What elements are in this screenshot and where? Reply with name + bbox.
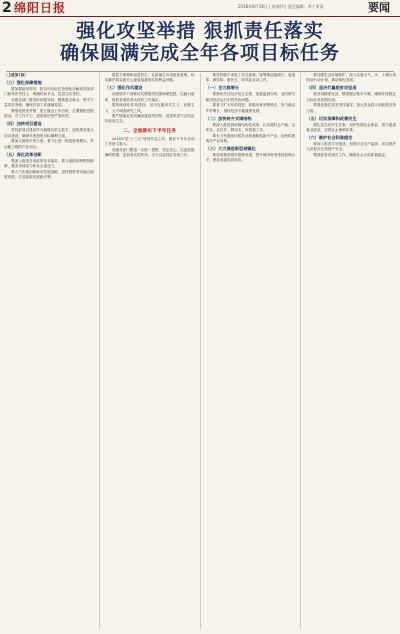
section-subhead: （四）坚决打赢脱贫攻坚战 [306,85,357,91]
article-paragraph: 要深入推进供给侧结构性改革，扎实做好去产能、去库存、去杠杆、降成本、补短板工作。 [205,122,296,132]
article-column-3 [206,73,296,629]
article-paragraph: 要严格落实党风廉政建设责任制，营造风清气正的良好政治生态。 [104,114,195,124]
article-paragraph: 要密切关注经济运行态势，加强监测分析，及时研究解决经济运行中的突出问题。 [205,92,296,102]
article-columns [4,73,396,629]
section-subhead: （三）大力推进新型城镇化 [205,146,256,152]
section-subhead: （六）维护社会和谐稳定 [306,135,353,141]
article-paragraph: 要坚持稳中求进工作总基调，统筹推进稳增长、促改革、调结构、惠民生、防风险各项工作。 [205,73,296,83]
article-paragraph: 要深入推进平安建设，加强安全生产监管，切实维护人民群众生命财产安全。 [306,142,396,152]
article-paragraph: 坚持把项目建设作为稳增长的主抓手，加快推进重大项目建设，确保年度投资目标顺利完成。 [4,128,94,138]
article-paragraph: 要强化脱贫攻坚责任落实，加大资金投入和政策支持力度。 [306,103,396,113]
article-column-1 [4,73,94,629]
article-paragraph: 要加快推进城乡统筹发展，提升城市规划建设管理水平，建设美丽宜居城市。 [205,153,296,163]
article-paragraph: 要扎实办好民生实事，加快发展社会事业，着力促进就业创业，完善社会保障体系。 [306,122,396,132]
section-subhead: （二）加快转方式调结构 [205,115,252,121]
article-paragraph: 各级领导干部要切实增强责任感和紧迫感，以踏石留印、抓铁有痕的劲头抓好工作落实。 [104,92,195,102]
article-column-2 [105,73,195,629]
article-paragraph: 要大力发展现代服务业和战略性新兴产业，加快构建现代产业体系。 [205,133,296,143]
article-byline: （上接第1版） [4,73,29,77]
article-paragraph: 各级各部门要坚持问题导向，聚焦重点难点，集中力量攻坚突破，确保各项工作落地见效。 [4,98,94,108]
section-subhead: （七）强化作风建设 [104,85,143,91]
headline-divider [6,71,394,72]
article-column-4 [306,73,396,629]
article-paragraph: 2016年是"十三五"规划开局之年，做好下半年各项工作意义重大。 [104,136,195,146]
section-subhead: （四）加快项目建设 [4,121,42,127]
article-paragraph: 要着力保障和改善民生，认真落实各项惠民政策，切实解决群众最关心最直接最现实的利益问题。 [104,73,195,83]
page-number: 2 [2,0,12,16]
column-divider [200,73,201,629]
section-heading: 二、全面做实下半年任务 [123,128,177,134]
headline-line-2: 确保圆满完成全年各项目标任务 [59,42,340,64]
headline-line-1: 强化攻坚举措 狠抓责任落实 [76,20,324,42]
masthead [0,0,400,17]
newspaper-name: 绵阳日报 [14,1,67,15]
section-subhead: （五）深化改革创新 [4,151,42,157]
article-paragraph: 各级各部门要进一步统一思想、坚定信心，以更加饱满的热情、更加务实的作风，全力以赴抓好各项工作。 [104,147,195,157]
section-tag: 要闻 [358,0,400,16]
article-paragraph: 要抓好防汛减灾工作，确保社会大局和谐稳定。 [313,153,389,158]
article-paragraph: 要加强生态环境保护，深入实施大气、水、土壤污染防治行动计划，推动绿色发展。 [306,73,396,83]
article-paragraph: 要强化督查考核，建立健全工作台账，定期通报进展情况，对工作不力、进度滞后的严肃问责。 [4,109,94,119]
headline-block [0,20,400,70]
date-line: 2016年8月18日 | 星期四 | 责任编辑：李 | 审读 [238,4,324,9]
section-subhead: （一）全力稳增长 [205,85,240,91]
article-paragraph: 要坚持精准扶贫、精准脱贫基本方略，确保年度脱贫目标任务如期完成。 [306,92,396,102]
article-paragraph: 要深入推进各项改革任务落实，着力破除体制机制障碍，激发市场活力和社会创造力。 [4,158,94,168]
column-divider [99,73,100,629]
article-paragraph: 要加大招商引资力度，着力引进一批投资规模大、带动能力强的产业项目。 [4,139,94,149]
article-paragraph: 要大力实施创新驱动发展战略，加快推进军民融合深度发展，打造创新发展新引擎。 [4,169,94,179]
article-paragraph: 要持续深化作风建设，坚决克服形式主义、官僚主义，大兴调查研究之风。 [104,103,195,113]
article-paragraph: 要着力扩大有效投资，积极培育消费热点，努力稳定外贸增长，保持经济平稳健康发展。 [205,103,296,113]
article-paragraph: 要加强组织领导，把各项目标任务细化分解到具体部门和具体责任人，明确时间节点，层层压实责任。 [4,87,94,97]
section-subhead: （三）强化保障措施 [4,80,42,86]
column-divider [300,73,301,629]
section-subhead: （五）切实保障和改善民生 [306,115,357,121]
